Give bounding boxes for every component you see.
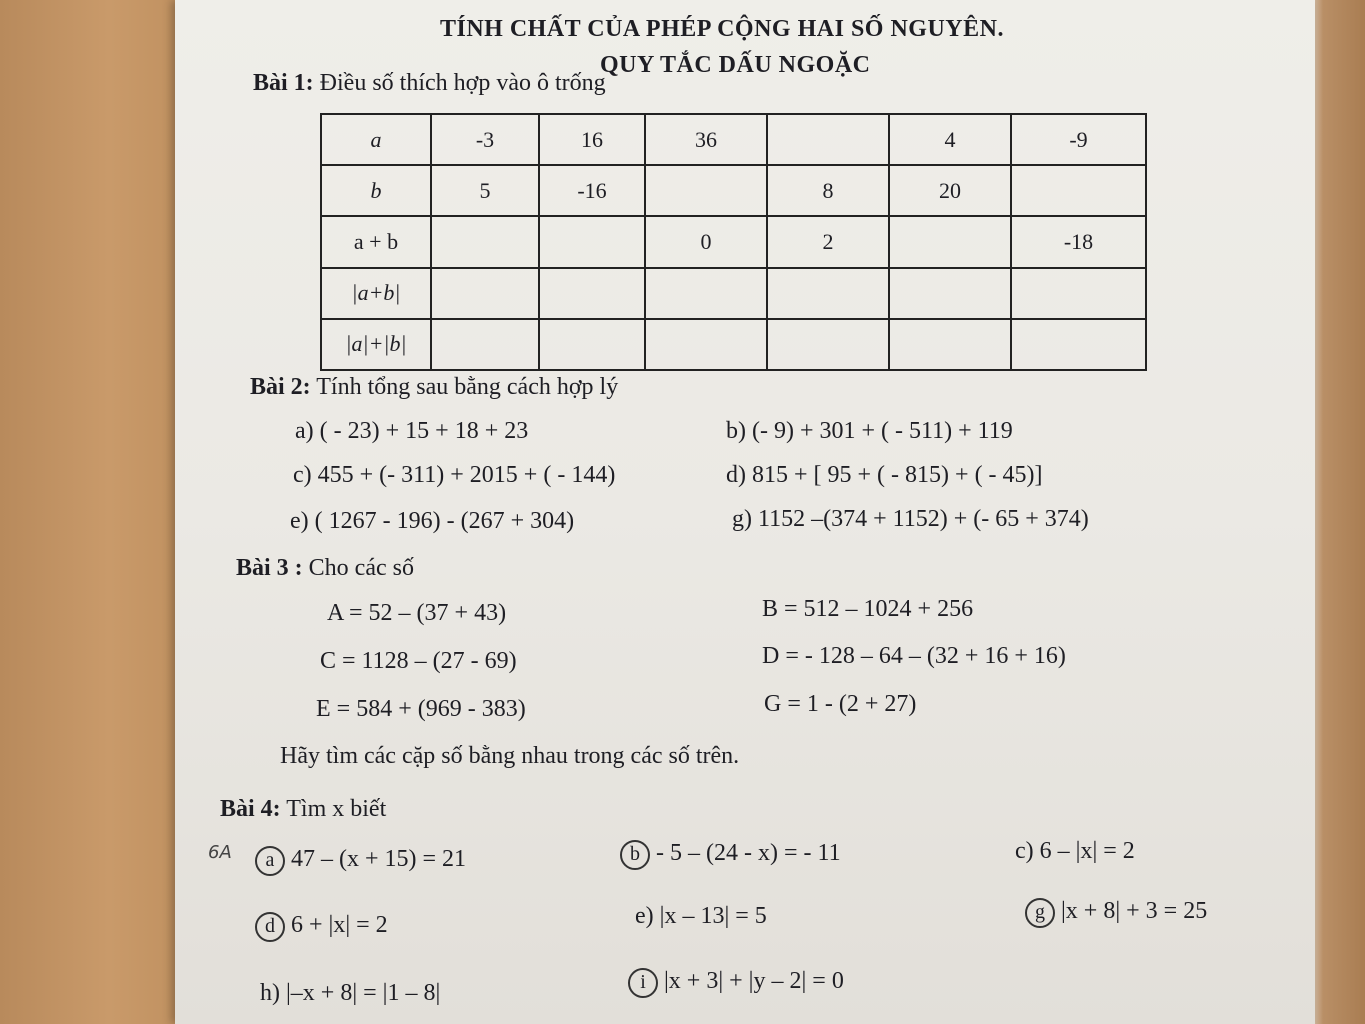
bai3-expr-C: C = 1128 – (27 - 69) — [320, 648, 517, 674]
row-label-b: b — [321, 165, 431, 216]
circled-label-a: a — [255, 846, 285, 876]
handwritten-note: 6A — [208, 842, 232, 863]
table-cell: -3 — [431, 114, 539, 165]
table-cell — [889, 268, 1011, 319]
table-cell: 2 — [767, 216, 889, 267]
table-cell — [1011, 319, 1146, 370]
bai4-item-g-expr: |x + 8| + 3 = 25 — [1061, 898, 1208, 924]
table-cell — [645, 268, 767, 319]
table-cell: 16 — [539, 114, 645, 165]
table-cell: 20 — [889, 165, 1011, 216]
bai2-item-c: c) 455 + (- 311) + 2015 + ( - 144) — [293, 462, 616, 488]
table-cell — [1011, 165, 1146, 216]
table-cell — [539, 319, 645, 370]
table-cell — [767, 268, 889, 319]
bai3-expr-A: A = 52 – (37 + 43) — [327, 600, 507, 626]
table-row — [321, 268, 1146, 319]
table-cell: 8 — [767, 165, 889, 216]
bai4-item-d — [255, 912, 388, 942]
bai4-item-b-expr: - 5 – (24 - x) = - 11 — [656, 840, 841, 866]
bai4-item-b — [620, 840, 841, 870]
bai3-text: Cho các số — [308, 555, 414, 581]
bai4-item-c: c) 6 – |x| = 2 — [1015, 838, 1135, 864]
table-cell: 0 — [645, 216, 767, 267]
table-cell — [431, 268, 539, 319]
bai3-expr-B: B = 512 – 1024 + 256 — [762, 596, 974, 622]
table-cell — [889, 319, 1011, 370]
bai3-expr-E: E = 584 + (969 - 383) — [316, 696, 526, 722]
bai4-item-i-expr: |x + 3| + |y – 2| = 0 — [664, 968, 844, 994]
table-cell — [539, 268, 645, 319]
table-cell: -9 — [1011, 114, 1146, 165]
bai2-item-d: d) 815 + [ 95 + ( - 815) + ( - 45)] — [726, 462, 1043, 488]
row-label-a: a — [321, 114, 431, 165]
circled-label-d: d — [255, 912, 285, 942]
table-cell: 36 — [645, 114, 767, 165]
bai2-item-e: e) ( 1267 - 196) - (267 + 304) — [290, 508, 575, 534]
bai4-item-d-expr: 6 + |x| = 2 — [291, 912, 388, 938]
table-cell: -18 — [1011, 216, 1146, 267]
page-subtitle: QUY TẮC DẤU NGOẶC — [600, 52, 871, 78]
circled-label-i: i — [628, 968, 658, 998]
table-cell — [767, 114, 889, 165]
bai4-text: Tìm x biết — [286, 796, 387, 822]
table-cell — [889, 216, 1011, 267]
table-row — [321, 319, 1146, 370]
table-row — [321, 114, 1146, 165]
page-title: TÍNH CHẤT CỦA PHÉP CỘNG HAI SỐ NGUYÊN. — [440, 16, 1004, 42]
bai1-heading — [253, 70, 606, 97]
bai1-text: Điều số thích hợp vào ô trống — [319, 70, 606, 96]
table-row — [321, 216, 1146, 267]
table-cell — [767, 319, 889, 370]
bai3-heading — [236, 555, 414, 582]
table-cell — [645, 165, 767, 216]
bai2-heading — [250, 374, 618, 401]
bai2-item-a: a) ( - 23) + 15 + 18 + 23 — [295, 418, 529, 444]
bai4-item-a-expr: 47 – (x + 15) = 21 — [291, 846, 467, 872]
table-cell: 5 — [431, 165, 539, 216]
bai4-item-g — [1025, 898, 1207, 928]
table-cell: 4 — [889, 114, 1011, 165]
bai4-item-a — [255, 846, 466, 876]
row-label-abs-sum: |a+b| — [321, 268, 431, 319]
circled-label-g: g — [1025, 898, 1055, 928]
table-row — [321, 165, 1146, 216]
row-label-sum: a + b — [321, 216, 431, 267]
bai2-item-b: b) (- 9) + 301 + ( - 511) + 119 — [726, 418, 1013, 444]
circled-label-b: b — [620, 840, 650, 870]
bai2-text: Tính tổng sau bằng cách hợp lý — [316, 374, 619, 400]
bai2-label: Bài 2: — [250, 374, 311, 400]
bai4-item-e: e) |x – 13| = 5 — [635, 903, 767, 929]
bai3-expr-G: G = 1 - (2 + 27) — [764, 691, 917, 717]
bai4-item-i — [628, 968, 844, 998]
bai1-label: Bài 1: — [253, 70, 314, 96]
bai4-label: Bài 4: — [220, 796, 281, 822]
table-cell — [539, 216, 645, 267]
table-cell — [431, 216, 539, 267]
table-cell — [1011, 268, 1146, 319]
table-cell — [645, 319, 767, 370]
table-cell: -16 — [539, 165, 645, 216]
bai4-heading — [220, 796, 386, 823]
bai3-expr-D: D = - 128 – 64 – (32 + 16 + 16) — [762, 643, 1066, 669]
bai4-item-h: h) |–x + 8| = |1 – 8| — [260, 980, 441, 1006]
bai3-label: Bài 3 : — [236, 555, 303, 581]
bai1-table — [320, 113, 1147, 371]
row-label-sum-abs: |a|+|b| — [321, 319, 431, 370]
table-cell — [431, 319, 539, 370]
bai2-item-g: g) 1152 –(374 + 1152) + (- 65 + 374) — [732, 506, 1089, 532]
bai3-question: Hãy tìm các cặp số bằng nhau trong các số trên. — [280, 743, 740, 769]
